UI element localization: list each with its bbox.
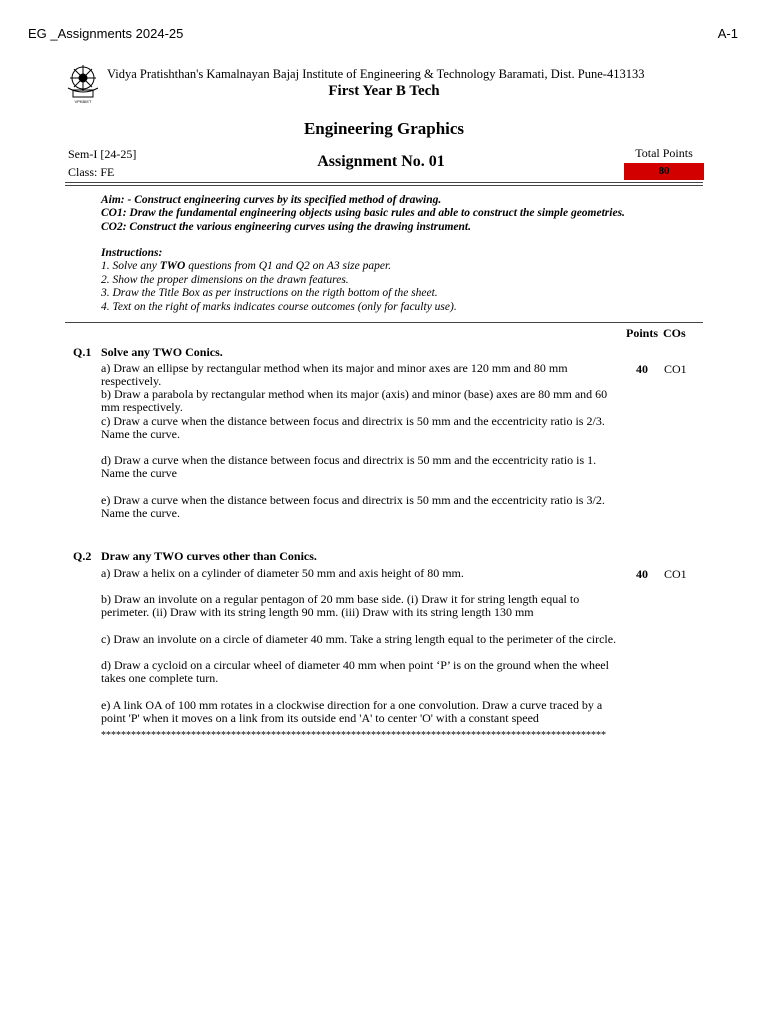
question-title: Draw any TWO curves other than Conics.: [101, 549, 317, 563]
svg-text:VPKBIET: VPKBIET: [74, 99, 92, 104]
question-part: b) Draw a parabola by rectangular method when its major (axis) and minor (base) axes are 80 mm and 60 mm respectively.: [101, 387, 608, 415]
aim-line: Aim: - Construct engineering curves by its specified method of drawing.: [101, 194, 442, 206]
question-points: 40: [636, 362, 648, 376]
points-column-header: Points: [626, 326, 659, 340]
co1-line: CO1: Draw the fundamental engineering objects using basic rules and able to construct the simple geometries.: [101, 207, 625, 220]
question-part: d) Draw a cycloid on a circular wheel of diameter 40 mm when point ‘P’ is on the ground when the wheel takes one complete turn.: [101, 658, 609, 686]
instruction-item: 4. Text on the right of marks indicates course outcomes (only for faculty use).: [101, 300, 457, 313]
question-title: Solve any TWO Conics.: [101, 345, 223, 359]
question-part: e) Draw a curve when the distance between focus and directrix is 50 mm and the eccentricity ratio is 3/2. Name the curve.: [101, 493, 605, 521]
header-divider-double: [65, 185, 703, 186]
question-part: a) Draw a helix on a cylinder of diameter 50 mm and axis height of 80 mm.: [101, 566, 464, 580]
question-number: Q.1: [73, 345, 92, 359]
subject-title: Engineering Graphics: [303, 119, 465, 138]
assignment-title: Assignment No. 01: [317, 153, 445, 170]
cos-column-header: COs: [663, 326, 686, 340]
instruction-item: 2. Show the proper dimensions on the drawn features.: [101, 273, 349, 286]
question-part: e) A link OA of 100 mm rotates in a clockwise direction for a one convolution. Draw a curve traced by a point 'P' when it moves on a link from its outside end 'A' to center 'O' with a constant speed: [101, 698, 603, 726]
institute-name: Vidya Pratishthan's Kamalnayan Bajaj Institute of Engineering & Technology Baramati, Dist. Pune-413133: [107, 67, 645, 81]
co2-line: CO2: Construct the various engineering curves using the drawing instrument.: [101, 220, 471, 233]
question-part: d) Draw a curve when the distance between focus and directrix is 50 mm and the eccentricity ratio is 1. Name the curve: [101, 453, 597, 481]
program-year: First Year B Tech: [328, 83, 440, 99]
question-part: a) Draw an ellipse by rectangular method when its major and minor axes are 120 mm and 80 mm respectively.: [101, 361, 568, 389]
question-points: 40: [636, 567, 648, 581]
instructions-block: [101, 247, 671, 314]
page-number: A-1: [717, 26, 738, 41]
question-part: b) Draw an involute on a regular pentagon of 20 mm base side. (i) Draw it for string length equal to perimeter. (ii) Draw with its string length 90 mm. (iii) Draw with its string length 130 mm: [101, 592, 580, 620]
class-label: Class: FE: [68, 165, 115, 179]
total-points-value: 80: [624, 163, 704, 180]
question-number: Q.2: [73, 549, 92, 563]
semester-label: Sem-I [24-25]: [68, 147, 137, 161]
question-co: CO1: [664, 362, 687, 376]
question-part: c) Draw a curve when the distance between focus and directrix is 50 mm and the eccentricity ratio is 2/3. Name the curve.: [101, 414, 605, 442]
page-header-title: EG _Assignments 2024-25: [28, 26, 184, 41]
instruction-item: 1. Solve any TWO questions from Q1 and Q2 on A3 size paper.: [101, 260, 392, 273]
question-co: CO1: [664, 567, 687, 581]
aims-block: [101, 194, 671, 234]
header-divider: [65, 182, 703, 183]
section-divider: [65, 322, 703, 323]
question-part: c) Draw an involute on a circle of diameter 40 mm. Take a string length equal to the perimeter of the circle.: [101, 632, 617, 646]
instruction-item: 3. Draw the Title Box as per instructions on the rigth bottom of the sheet.: [101, 287, 438, 300]
total-points-label: Total Points: [635, 146, 693, 160]
instructions-title: Instructions:: [101, 247, 163, 259]
end-marker: *****************************************************************************************************: [101, 730, 606, 741]
